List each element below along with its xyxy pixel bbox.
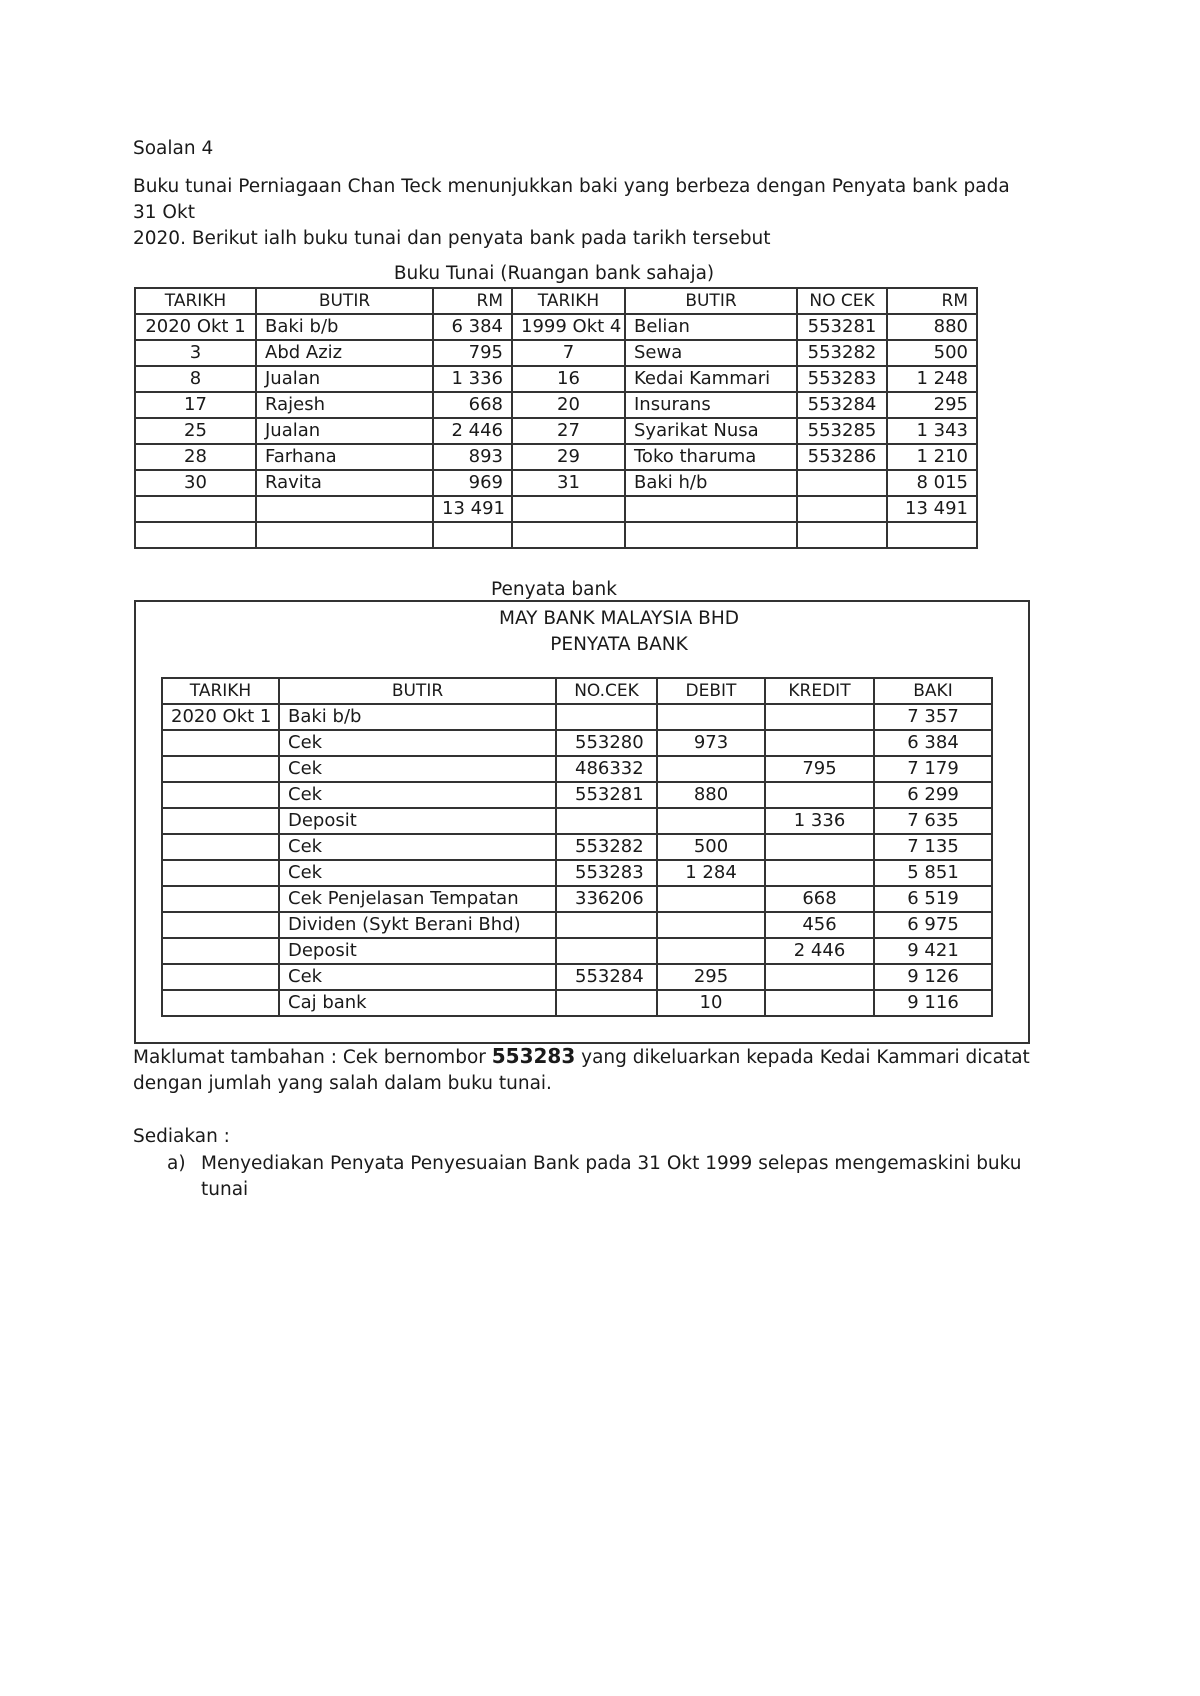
cell-butir: Belian [625,314,797,340]
bank-statement-table [161,677,993,1017]
task-item-a [167,1151,1047,1203]
cell-tarikh [135,522,256,548]
bank-statement-row [162,886,992,912]
cell-kredit [765,860,874,886]
cell-no-cek: 553284 [556,964,657,990]
cell-tarikh [162,990,279,1016]
cell-butir: Cek [279,834,556,860]
cell-tarikh: 28 [135,444,256,470]
bank-statement-header-row [162,678,992,704]
bank-statement-row [162,704,992,730]
cell-no-cek: 553285 [797,418,887,444]
cell-butir: Cek [279,756,556,782]
cell-no-cek: 553281 [556,782,657,808]
cell-butir: Abd Aziz [256,340,433,366]
cell-butir: Insurans [625,392,797,418]
cell-kredit [765,730,874,756]
cell-baki: 6 519 [874,886,992,912]
cell-butir: Farhana [256,444,433,470]
statement-title: PENYATA BANK [550,634,688,655]
cell-kredit: 1 336 [765,808,874,834]
additional-info-prefix: Maklumat tambahan : Cek bernombor [133,1047,492,1068]
cell-baki: 5 851 [874,860,992,886]
bank-statement-row [162,912,992,938]
cell-rm: 880 [887,314,977,340]
intro-line-2: 2020. Berikut ialh buku tunai dan penyata bank pada tarikh tersebut [133,228,771,249]
cash-book-header-row [135,288,977,314]
cell-tarikh: 17 [135,392,256,418]
cash-book-row [135,366,977,392]
cell-butir: Toko tharuma [625,444,797,470]
intro-line-1: Buku tunai Perniagaan Chan Teck menunjukkan baki yang berbeza dengan Penyata bank pada 31 Okt [133,176,1010,223]
bank-statement-row [162,756,992,782]
cell-rm [887,522,977,548]
cell-kredit [765,834,874,860]
cell-butir: Jualan [256,366,433,392]
col-header-rm: RM [887,288,977,314]
cell-tarikh [162,756,279,782]
col-header-kredit: KREDIT [765,678,874,704]
cell-butir: Cek Penjelasan Tempatan [279,886,556,912]
cell-no-cek [556,704,657,730]
cell-butir: Rajesh [256,392,433,418]
cell-tarikh: 31 [512,470,625,496]
task-item-line-1: Menyediakan Penyata Penyesuaian Bank pada 31 Okt 1999 selepas mengemaskini buku [201,1153,1022,1174]
cheque-number: 553283 [491,1044,576,1068]
col-header-tarikh: TARIKH [135,288,256,314]
cell-no-cek [556,808,657,834]
col-header-tarikh: TARIKH [512,288,625,314]
cell-rm [433,522,512,548]
cell-butir: Caj bank [279,990,556,1016]
bank-statement-row [162,782,992,808]
cell-kredit: 668 [765,886,874,912]
cell-butir: Cek [279,860,556,886]
cell-butir: Ravita [256,470,433,496]
cell-baki: 7 635 [874,808,992,834]
cell-no-cek [556,990,657,1016]
cell-tarikh [162,886,279,912]
bank-statement-row [162,808,992,834]
cell-baki: 9 126 [874,964,992,990]
cell-kredit [765,782,874,808]
cell-tarikh: 16 [512,366,625,392]
cell-butir: Syarikat Nusa [625,418,797,444]
cell-kredit: 2 446 [765,938,874,964]
cell-tarikh: 30 [135,470,256,496]
cell-no-cek [797,522,887,548]
cell-butir: Cek [279,782,556,808]
cell-rm: 13 491 [887,496,977,522]
cell-butir: Baki h/b [625,470,797,496]
cell-rm: 795 [433,340,512,366]
cell-rm: 893 [433,444,512,470]
bank-name: MAY BANK MALAYSIA BHD [498,608,739,629]
cell-tarikh: 25 [135,418,256,444]
cash-book-row [135,340,977,366]
cell-debit: 880 [657,782,765,808]
additional-info-line-2: dengan jumlah yang salah dalam buku tunai. [133,1073,552,1094]
question-intro [133,174,1033,252]
cell-rm: 13 491 [433,496,512,522]
col-header-baki: BAKI [874,678,992,704]
cell-tarikh: 27 [512,418,625,444]
cell-no-cek: 336206 [556,886,657,912]
cell-no-cek [556,938,657,964]
cell-butir: Dividen (Sykt Berani Bhd) [279,912,556,938]
cell-baki: 6 384 [874,730,992,756]
cell-butir: Kedai Kammari [625,366,797,392]
col-header-butir: BUTIR [625,288,797,314]
bank-statement-row [162,938,992,964]
cash-book-row [135,392,977,418]
cell-tarikh: 1999 Okt 4 [512,314,625,340]
cell-debit [657,912,765,938]
cell-debit [657,938,765,964]
cell-butir [625,496,797,522]
col-header-butir: BUTIR [256,288,433,314]
col-header-butir: BUTIR [279,678,556,704]
cell-tarikh: 3 [135,340,256,366]
cell-rm: 8 015 [887,470,977,496]
cell-debit [657,886,765,912]
cell-butir: Baki b/b [256,314,433,340]
cell-baki: 6 975 [874,912,992,938]
question-title: Soalan 4 [133,138,214,159]
cell-butir [256,522,433,548]
col-header-no-cek: NO.CEK [556,678,657,704]
cell-baki: 9 421 [874,938,992,964]
cell-butir [256,496,433,522]
cell-kredit: 456 [765,912,874,938]
cell-debit [657,808,765,834]
cell-tarikh [162,730,279,756]
cell-tarikh: 29 [512,444,625,470]
cell-tarikh [512,522,625,548]
cash-book-row [135,314,977,340]
cell-no-cek: 553286 [797,444,887,470]
cell-tarikh: 2020 Okt 1 [135,314,256,340]
cell-kredit [765,704,874,730]
cash-book-row [135,444,977,470]
cell-tarikh [162,834,279,860]
cell-tarikh [135,496,256,522]
cell-tarikh [162,964,279,990]
col-header-tarikh: TARIKH [162,678,279,704]
cell-tarikh [162,782,279,808]
cell-no-cek [797,496,887,522]
cell-rm: 1 248 [887,366,977,392]
bank-statement-row [162,964,992,990]
cell-debit: 500 [657,834,765,860]
cell-tarikh [162,938,279,964]
cell-butir: Sewa [625,340,797,366]
cell-debit: 10 [657,990,765,1016]
cell-baki: 7 357 [874,704,992,730]
cell-tarikh: 2020 Okt 1 [162,704,279,730]
bank-statement-caption: Penyata bank [491,579,617,600]
cell-butir: Cek [279,730,556,756]
bank-statement-row [162,860,992,886]
cell-tarikh: 8 [135,366,256,392]
cell-rm: 969 [433,470,512,496]
cell-butir: Deposit [279,808,556,834]
cell-no-cek [556,912,657,938]
cell-no-cek: 486332 [556,756,657,782]
cell-butir: Baki b/b [279,704,556,730]
additional-info-line-1 [133,1043,1083,1071]
cell-butir: Cek [279,964,556,990]
cell-baki: 7 135 [874,834,992,860]
col-header-rm: RM [433,288,512,314]
cell-kredit: 795 [765,756,874,782]
cell-debit: 295 [657,964,765,990]
cell-no-cek [797,470,887,496]
cell-baki: 9 116 [874,990,992,1016]
bank-statement-row [162,990,992,1016]
cell-debit: 1 284 [657,860,765,886]
task-item-line-2: tunai [201,1179,249,1200]
cell-butir: Jualan [256,418,433,444]
cell-kredit [765,990,874,1016]
cell-tarikh: 7 [512,340,625,366]
cell-no-cek: 553281 [797,314,887,340]
cell-tarikh: 20 [512,392,625,418]
cell-debit: 973 [657,730,765,756]
task-label: Sediakan : [133,1126,230,1147]
cell-no-cek: 553283 [797,366,887,392]
cash-book-row [135,418,977,444]
cell-butir [625,522,797,548]
cash-book-row [135,470,977,496]
cell-tarikh [162,808,279,834]
cell-baki: 7 179 [874,756,992,782]
cell-rm: 668 [433,392,512,418]
cell-tarikh [512,496,625,522]
bank-statement-row [162,834,992,860]
cell-rm: 295 [887,392,977,418]
cell-no-cek: 553282 [797,340,887,366]
bank-statement-row [162,730,992,756]
cell-no-cek: 553284 [797,392,887,418]
col-header-debit: DEBIT [657,678,765,704]
additional-info-suffix: yang dikeluarkan kepada Kedai Kammari dicatat [575,1047,1030,1068]
cash-book-table [134,287,978,549]
cell-tarikh [162,912,279,938]
cell-debit [657,704,765,730]
cell-no-cek: 553282 [556,834,657,860]
cell-debit [657,756,765,782]
cash-book-caption: Buku Tunai (Ruangan bank sahaja) [393,263,715,284]
additional-info [133,1043,1083,1097]
col-header-no-cek: NO CEK [797,288,887,314]
cell-tarikh [162,860,279,886]
cell-rm: 1 343 [887,418,977,444]
cell-no-cek: 553283 [556,860,657,886]
cell-rm: 500 [887,340,977,366]
cell-rm: 1 336 [433,366,512,392]
cell-rm: 1 210 [887,444,977,470]
task-item-marker: a) [167,1153,186,1174]
cash-book-row [135,496,977,522]
cell-no-cek: 553280 [556,730,657,756]
cash-book-row [135,522,977,548]
cell-rm: 2 446 [433,418,512,444]
cell-rm: 6 384 [433,314,512,340]
cell-kredit [765,964,874,990]
cell-baki: 6 299 [874,782,992,808]
cell-butir: Deposit [279,938,556,964]
